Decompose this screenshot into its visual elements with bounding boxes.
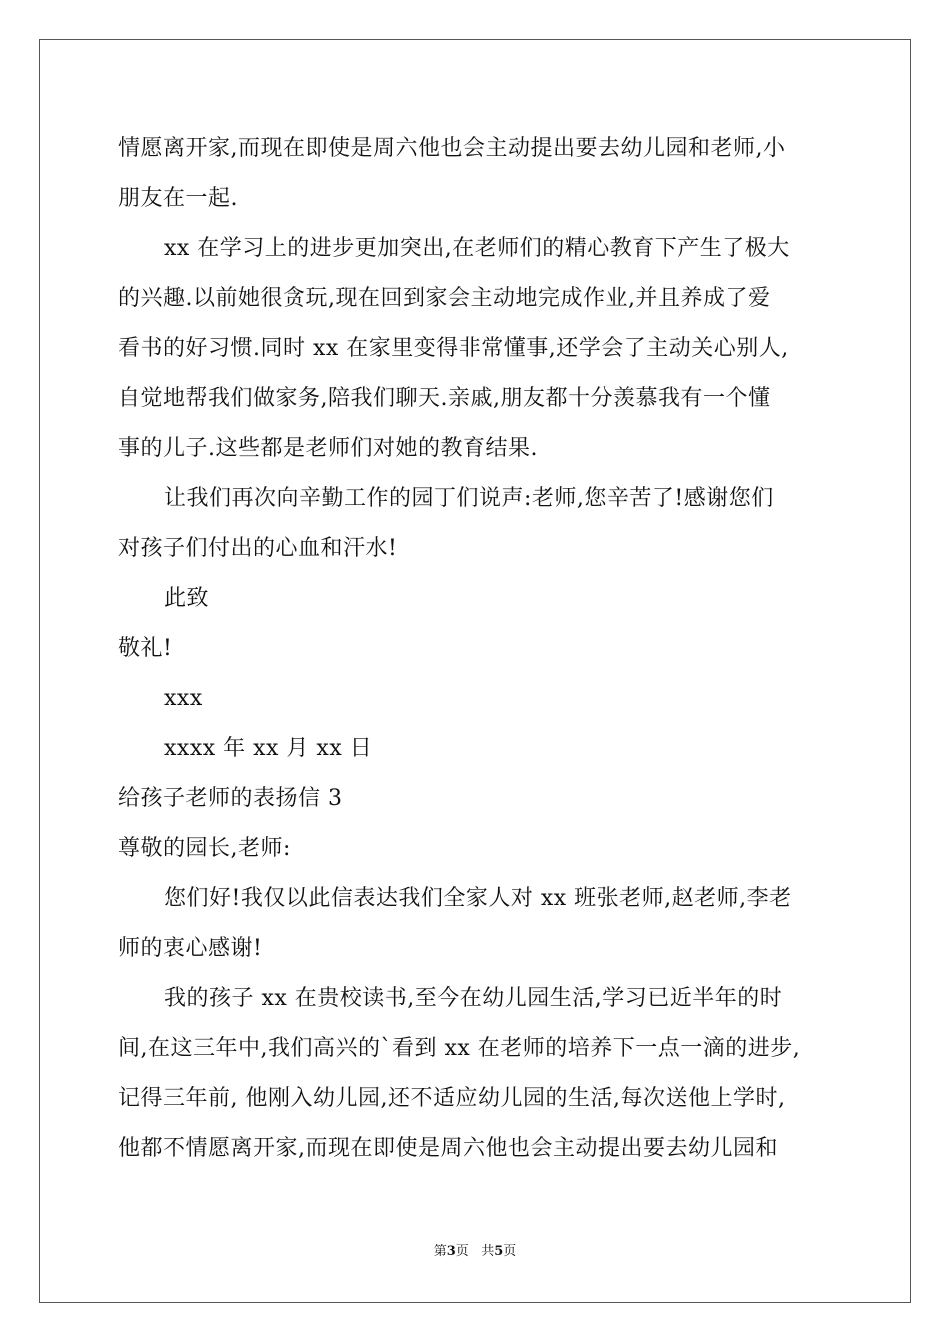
footer-middle: 页 共	[455, 1244, 495, 1259]
text-line: 自觉地帮我们做家务,陪我们聊天.亲戚,朋友都十分羡慕我有一个懂	[118, 386, 771, 411]
text-line: 间,在这三年中,我们高兴的`看到 xx 在老师的培养下一点一滴的进步,	[118, 1036, 801, 1061]
signature: xxx	[164, 686, 203, 711]
footer-page-number: 3	[446, 1244, 456, 1259]
text-line: xx 在学习上的进步更加突出,在老师们的精心教育下产生了极大	[164, 236, 790, 261]
page-footer	[0, 1244, 950, 1260]
text-line: 情愿离开家,而现在即使是周六他也会主动提出要去幼儿园和老师,小	[118, 136, 786, 161]
text-line: 师的衷心感谢!	[118, 936, 263, 961]
letter-body	[118, 124, 838, 1174]
text-line: 事的儿子.这些都是老师们对她的教育结果.	[118, 436, 538, 461]
text-line: 朋友在一起.	[118, 186, 238, 211]
text-line: 他都不情愿离开家,而现在即使是周六他也会主动提出要去幼儿园和	[118, 1136, 778, 1161]
footer-prefix: 第	[433, 1244, 447, 1259]
salutation-closing: 敬礼!	[118, 636, 173, 661]
text-line: 对孩子们付出的心血和汗水!	[118, 536, 398, 561]
letter-date: xxxx 年 xx 月 xx 日	[164, 736, 373, 761]
closing-phrase: 此致	[164, 586, 210, 611]
text-line: 您们好!我仅以此信表达我们全家人对 xx 班张老师,赵老师,李老	[164, 886, 792, 911]
text-line: 记得三年前, 他刚入幼儿园,还不适应幼儿园的生活,每次送他上学时,	[118, 1086, 786, 1111]
text-line: 看书的好习惯.同时 xx 在家里变得非常懂事,还学会了主动关心别人,	[118, 336, 789, 361]
text-line: 我的孩子 xx 在贵校读书,至今在幼儿园生活,学习已近半年的时	[164, 986, 783, 1011]
footer-total-pages: 5	[494, 1244, 504, 1259]
footer-suffix: 页	[503, 1244, 517, 1259]
text-line: 让我们再次向辛勤工作的园丁们说声:老师,您辛苦了!感谢您们	[164, 486, 774, 511]
greeting: 尊敬的园长,老师:	[118, 836, 291, 861]
text-line: 的兴趣.以前她很贪玩,现在回到家会主动地完成作业,并且养成了爱	[118, 286, 771, 311]
section-title: 给孩子老师的表扬信 3	[118, 786, 343, 811]
